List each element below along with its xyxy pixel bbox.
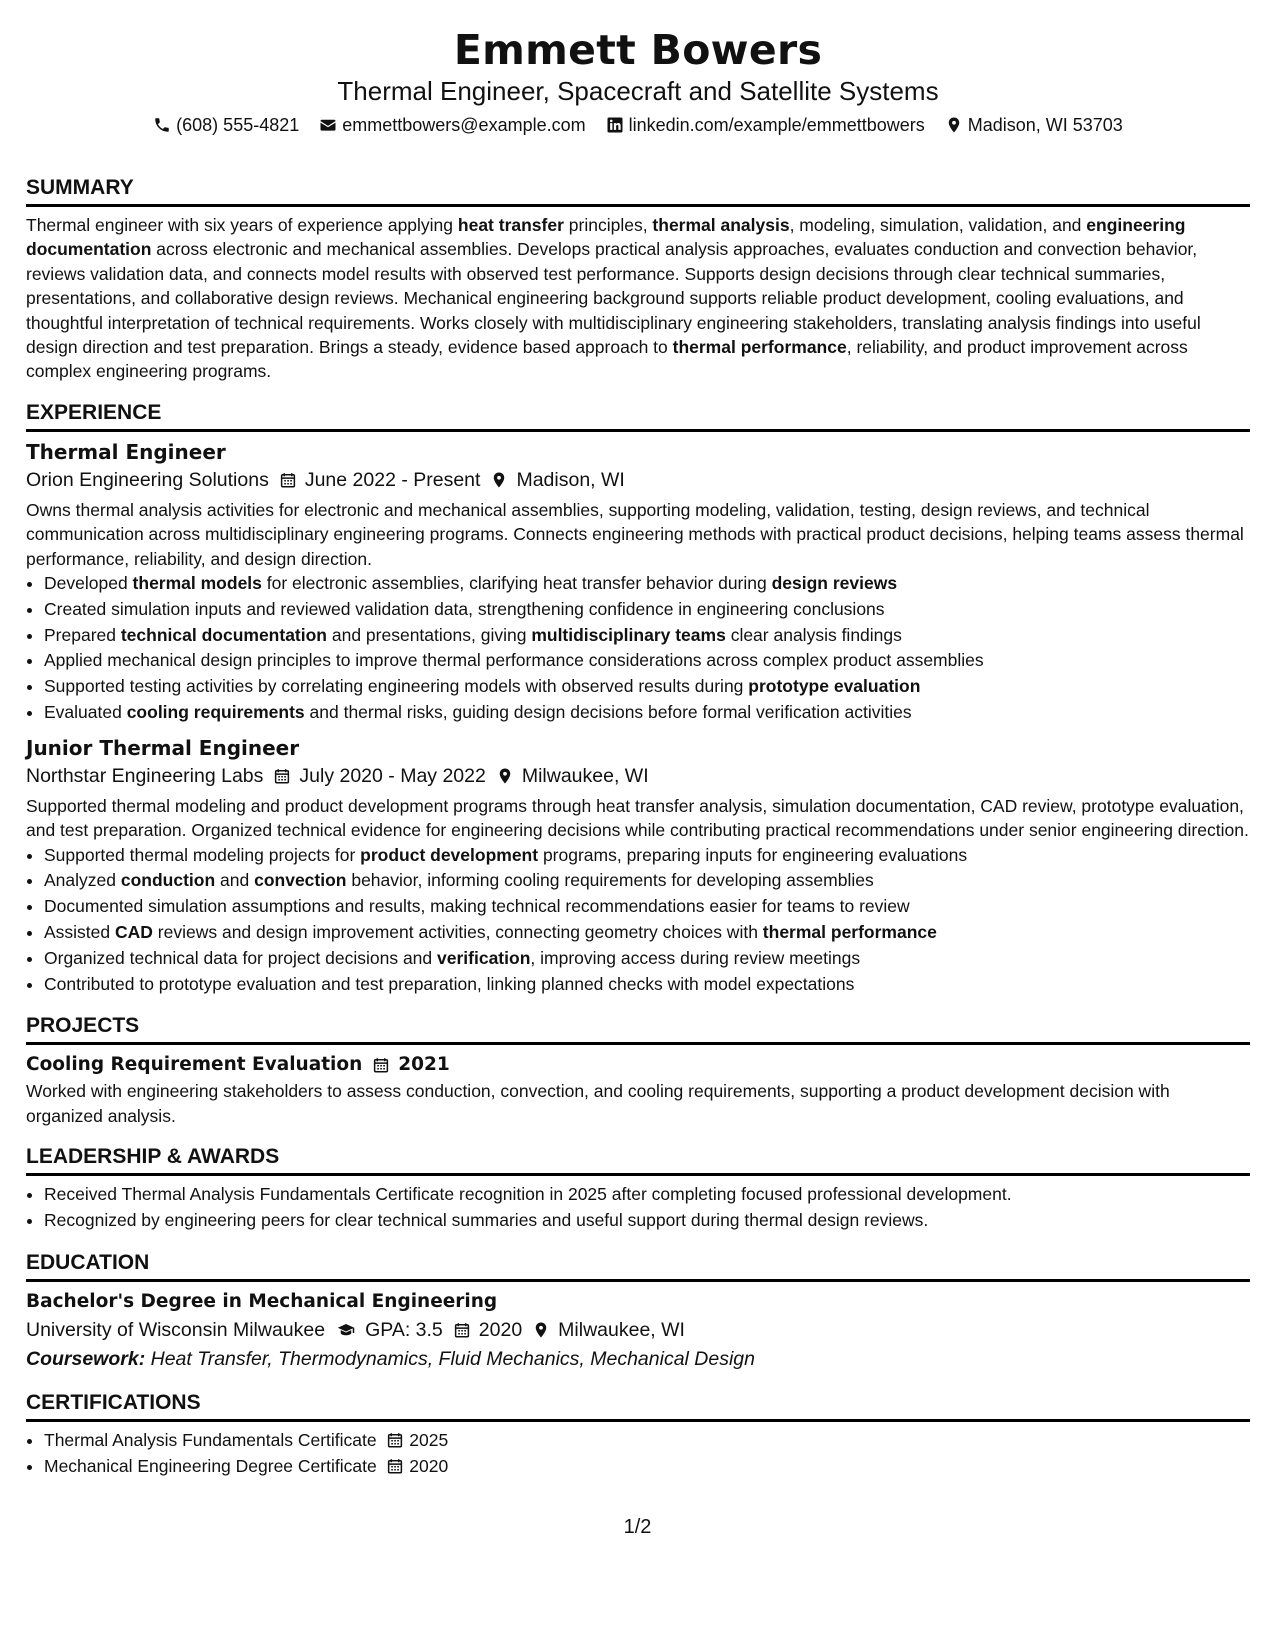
list-item: • Prepared technical documentation and presentations, giving multidisciplinary teams clear analysis findings — [44, 623, 1250, 649]
education-gpa: GPA: 3.5 — [365, 1318, 443, 1341]
coursework-line — [26, 1344, 1250, 1374]
degree-title: Bachelor's Degree in Mechanical Engineering — [26, 1290, 498, 1312]
email-text: emmettbowers@example.com — [342, 115, 586, 135]
job-description: Owns thermal analysis activities for electronic and mechanical assemblies, supporting modeling, validation, testing, design reviews, and technical communication across multidisciplinary engineering programs. Connects engineering methods with practical product decisions, helping teams assess thermal performance, reliability, and design direction. — [26, 499, 1244, 569]
cert-year: 2020 — [409, 1455, 449, 1476]
resume-header — [26, 0, 1250, 137]
section-heading: EDUCATION — [26, 1250, 1250, 1282]
project-header — [26, 1051, 1250, 1079]
candidate-name: Emmett Bowers — [453, 26, 823, 74]
job-bullets — [26, 843, 1250, 998]
page-number: 1/2 — [623, 1516, 652, 1538]
contact-linkedin[interactable] — [606, 113, 925, 137]
list-item: • Analyzed conduction and convection behavior, informing cooling requirements for developing assemblies — [44, 868, 1250, 894]
map-pin-icon — [532, 1321, 550, 1339]
job-description: Supported thermal modeling and product development programs through heat transfer analysis, simulation documentation, CAD review, prototype evaluation, and test preparation. Organized technical evidence for engineering decisions while contributing practical recommendations under senior engineering direction. — [26, 795, 1249, 841]
summary-text: Thermal engineer with six years of experience applying heat transfer principles, thermal analysis, modeling, simulation, validation, and engineering documentation across electronic and mechanical assemblies. Develops practical analysis approaches, evaluates conduction and convection behavior, reviews validation data, and connects model results with observed test performance. Supports design decisions through clear technical summaries, presentations, and collaborative design reviews. Mechanical engineering background supports reliable product development, cooling evaluations, and thoughtful interpretation of technical requirements. Works closely with multidisciplinary engineering stakeholders, translating analysis findings into useful design direction and test preparation. Brings a steady, evidence based approach to thermal performance, reliability, and product improvement across complex engineering programs. — [26, 215, 1201, 382]
list-item — [44, 1454, 1250, 1480]
calendar-icon — [386, 1457, 404, 1475]
job-location: Madison, WI — [516, 468, 625, 491]
list-item: • Documented simulation assumptions and results, making technical recommendations easier for teams to review — [44, 894, 1250, 920]
resume-page — [26, 0, 1250, 1479]
section-heading: SUMMARY — [26, 175, 1250, 207]
list-item: • Contributed to prototype evaluation and test preparation, linking planned checks with model expectations — [44, 972, 1250, 998]
job-meta — [26, 762, 1250, 790]
calendar-icon — [453, 1321, 471, 1339]
calendar-icon — [279, 471, 297, 489]
list-item: • Recognized by engineering peers for clear technical summaries and useful support during thermal design reviews. — [44, 1208, 1250, 1234]
summary-section — [26, 175, 1250, 384]
contact-location — [945, 113, 1123, 137]
phone-icon — [153, 116, 171, 134]
experience-section — [26, 400, 1250, 998]
project-description: Worked with engineering stakeholders to assess conduction, convection, and cooling requirements, supporting a product development decision with organized analysis. — [26, 1081, 1170, 1126]
cert-name: Thermal Analysis Fundamentals Certificate — [44, 1429, 377, 1450]
job-title: Junior Thermal Engineer — [26, 735, 300, 760]
job-entry — [26, 734, 1250, 998]
projects-section — [26, 1013, 1250, 1128]
education-location: Milwaukee, WI — [558, 1318, 685, 1341]
map-pin-icon — [496, 767, 514, 785]
education-meta — [26, 1316, 1250, 1344]
section-heading: EXPERIENCE — [26, 400, 1250, 432]
section-heading: PROJECTS — [26, 1013, 1250, 1045]
job-meta — [26, 466, 1250, 494]
list-item: • Supported thermal modeling projects for product development programs, preparing inputs for engineering evaluations — [44, 843, 1250, 869]
job-location: Milwaukee, WI — [521, 764, 649, 787]
job-entry — [26, 438, 1250, 726]
contact-email[interactable] — [319, 113, 585, 137]
leadership-section — [26, 1144, 1250, 1234]
leadership-list — [26, 1182, 1250, 1234]
list-item: • Applied mechanical design principles to improve thermal performance considerations across complex product assemblies — [44, 648, 1250, 674]
calendar-icon — [273, 767, 291, 785]
coursework-text: Heat Transfer, Thermodynamics, Fluid Mechanics, Mechanical Design — [150, 1347, 756, 1370]
education-year: 2020 — [478, 1318, 523, 1341]
list-item: • Developed thermal models for electronic assemblies, clarifying heat transfer behavior during design reviews — [44, 571, 1250, 597]
map-pin-icon — [945, 116, 963, 134]
coursework-label: Coursework: — [26, 1347, 146, 1370]
job-dates: July 2020 - May 2022 — [299, 764, 486, 787]
project-title: Cooling Requirement Evaluation — [26, 1054, 363, 1076]
list-item: • Created simulation inputs and reviewed validation data, strengthening confidence in engineering conclusions — [44, 597, 1250, 623]
list-item: • Received Thermal Analysis Fundamentals Certificate recognition in 2025 after completing focused professional development. — [44, 1182, 1250, 1208]
calendar-icon — [372, 1056, 390, 1074]
school-name: University of Wisconsin Milwaukee — [26, 1318, 326, 1341]
job-company: Northstar Engineering Labs — [26, 764, 264, 787]
calendar-icon — [386, 1431, 404, 1449]
job-company: Orion Engineering Solutions — [26, 468, 269, 491]
linkedin-icon — [606, 116, 624, 134]
job-bullets — [26, 571, 1250, 726]
contact-phone[interactable] — [153, 113, 299, 137]
project-year: 2021 — [398, 1054, 450, 1076]
list-item: • Evaluated cooling requirements and thermal risks, guiding design decisions before formal verification activities — [44, 700, 1250, 726]
cert-year: 2025 — [409, 1429, 449, 1450]
linkedin-text: linkedin.com/example/emmettbowers — [628, 115, 925, 135]
certifications-list — [26, 1428, 1250, 1480]
job-dates: June 2022 - Present — [304, 468, 481, 491]
section-heading: LEADERSHIP & AWARDS — [26, 1144, 1250, 1176]
list-item — [44, 1428, 1250, 1454]
list-item: • Supported testing activities by correlating engineering models with observed results during prototype evaluation — [44, 674, 1250, 700]
map-pin-icon — [490, 471, 508, 489]
contact-row — [26, 113, 1250, 137]
envelope-icon — [319, 116, 337, 134]
certifications-section — [26, 1390, 1250, 1480]
graduation-cap-icon — [335, 1321, 357, 1339]
location-text: Madison, WI 53703 — [967, 115, 1123, 135]
list-item: • Organized technical data for project decisions and verification, improving access during review meetings — [44, 946, 1250, 972]
list-item: • Assisted CAD reviews and design improvement activities, connecting geometry choices with thermal performance — [44, 920, 1250, 946]
section-heading: CERTIFICATIONS — [26, 1390, 1250, 1422]
education-section — [26, 1250, 1250, 1374]
cert-name: Mechanical Engineering Degree Certificate — [44, 1455, 377, 1476]
job-title: Thermal Engineer — [26, 439, 226, 464]
candidate-title: Thermal Engineer, Spacecraft and Satellite Systems — [337, 76, 939, 106]
phone-text: (608) 555-4821 — [176, 115, 300, 135]
